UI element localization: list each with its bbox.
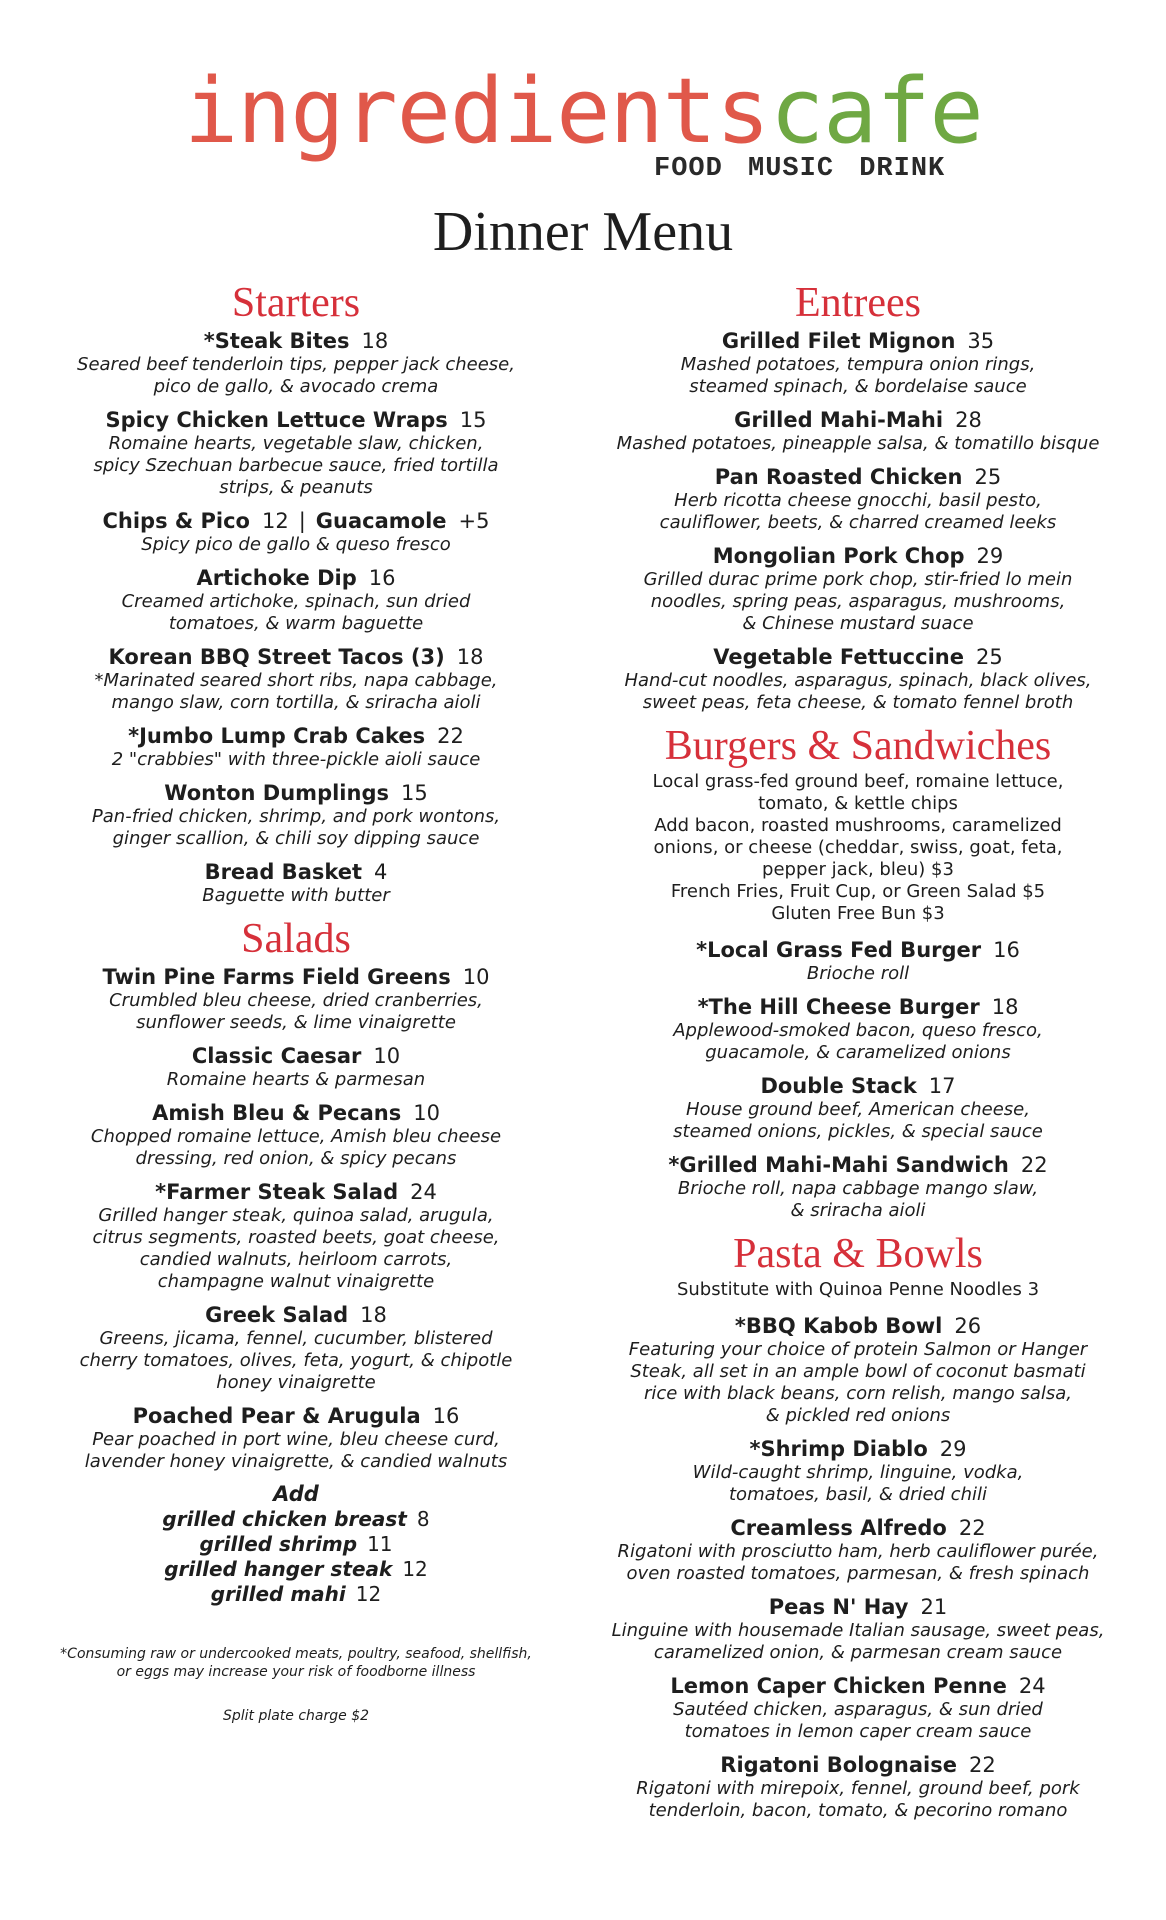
menu-item	[56, 407, 536, 499]
intro-line: pepper jack, bleu) $3	[762, 859, 954, 880]
item-description: & sriracha aioli	[790, 1200, 926, 1221]
item-description: Wild-caught shrimp, linguine, vodka,	[692, 1462, 1024, 1483]
menu-item	[600, 1752, 1116, 1822]
item-description: Romaine hearts, vegetable slaw, chicken,	[108, 433, 484, 454]
menu-item	[600, 644, 1116, 714]
intro-line: Add bacon, roasted mushrooms, caramelized	[654, 815, 1062, 836]
item-description: candied walnuts, heirloom carrots,	[139, 1249, 453, 1270]
menu-item	[600, 1515, 1116, 1585]
disclaimer-line: or eggs may increase your risk of foodborne illness	[116, 1664, 476, 1680]
item-description: 2 "crabbies" with three-pickle aioli sauce	[111, 749, 481, 770]
item-description: Pear poached in port wine, bleu cheese curd,	[92, 1429, 500, 1450]
item-description: & pickled red onions	[765, 1405, 951, 1426]
item-price: 29	[976, 544, 1004, 568]
item-price: 22	[437, 724, 464, 748]
item-heading	[56, 1100, 536, 1126]
item-price: 16	[368, 566, 396, 590]
item-description: noodles, spring peas, asparagus, mushrooms,	[650, 591, 1066, 612]
item-heading	[56, 780, 536, 806]
item-price: 15	[400, 781, 428, 805]
menu-item	[600, 328, 1116, 398]
item-price: 22	[968, 1753, 996, 1777]
item-description: Pan-fried chicken, shrimp, and pork wontons,	[91, 806, 501, 827]
section-pasta	[600, 1231, 1116, 1822]
logo	[0, 59, 1166, 184]
item-description: & Chinese mustard suace	[742, 613, 974, 634]
menu-item	[600, 1073, 1116, 1143]
item-description: cauliflower, beets, & charred creamed leeks	[659, 512, 1057, 533]
menu-item	[56, 964, 536, 1034]
item-name: Korean BBQ Street Tacos (3)	[108, 645, 445, 669]
add-on-item	[56, 1507, 536, 1532]
add-on-name: grilled chicken breast	[162, 1507, 407, 1531]
item-description: House ground beef, American cheese,	[686, 1099, 1030, 1120]
item-name: Wonton Dumplings	[164, 781, 389, 805]
item-heading	[600, 543, 1116, 569]
intro-line: French Fries, Fruit Cup, or Green Salad $5	[670, 881, 1046, 902]
menu-item	[600, 1673, 1116, 1743]
item-price: 26	[954, 1314, 982, 1338]
menu-item	[600, 1594, 1116, 1664]
item-description: ginger scallion, & chili soy dipping sauce	[112, 828, 480, 849]
item-description: Romaine hearts & parmesan	[166, 1069, 426, 1090]
add-on-price: 8	[416, 1507, 430, 1531]
menu-item	[600, 994, 1116, 1064]
menu-item	[600, 407, 1116, 455]
item-price: 18	[360, 1303, 387, 1327]
section-title-burgers: Burgers & Sandwiches	[664, 723, 1052, 769]
item-description: Brioche roll	[806, 963, 910, 984]
section-intro	[600, 1279, 1116, 1301]
item-name: *Steak Bites	[203, 329, 350, 353]
item-name: Bread Basket	[204, 860, 363, 884]
item-heading	[56, 565, 536, 591]
intro-line: onions, or cheese (cheddar, swiss, goat, feta,	[653, 837, 1063, 858]
item-name: Poached Pear & Arugula	[132, 1404, 421, 1428]
item-price: 28	[955, 408, 982, 432]
item-divider: |	[298, 509, 306, 533]
right-column	[600, 280, 1116, 1831]
item-description: strips, & peanuts	[219, 477, 373, 498]
item-price: 21	[920, 1595, 948, 1619]
item-description: Spicy pico de gallo & queso fresco	[141, 534, 451, 555]
item-description: Creamed artichoke, spinach, sun dried	[121, 591, 471, 612]
item-description: Mashed potatoes, tempura onion rings,	[680, 354, 1036, 375]
disclaimer-line: *Consuming raw or undercooked meats, poultry, seafood, shellfish,	[60, 1646, 532, 1662]
item-description: Crumbled bleu cheese, dried cranberries,	[109, 990, 483, 1011]
item-price: 18	[991, 995, 1019, 1019]
menu-item	[56, 859, 536, 907]
item-description: tenderloin, bacon, tomato, & pecorino romano	[648, 1800, 1068, 1821]
item-price: 18	[456, 645, 484, 669]
item-description: steamed onions, pickles, & special sauce	[673, 1121, 1043, 1142]
item-price: 25	[975, 645, 1003, 669]
add-on-price: 12	[402, 1557, 428, 1581]
menu-item	[56, 1403, 536, 1473]
add-on-price: 11	[367, 1532, 393, 1556]
item-description: mango slaw, corn tortilla, & sriracha aioli	[111, 692, 481, 713]
item-description: Herb ricotta cheese gnocchi, basil pesto,	[674, 490, 1042, 511]
item-heading	[56, 1302, 536, 1328]
item-name: Greek Salad	[205, 1303, 349, 1327]
menu-item	[600, 464, 1116, 534]
add-on-item	[56, 1582, 536, 1607]
item-description: Grilled durac prime pork chop, stir-fried lo mein	[643, 569, 1073, 590]
item-price-secondary: +5	[458, 509, 490, 533]
item-description: tomatoes, & warm baguette	[168, 613, 424, 634]
item-description: lavender honey vinaigrette, & candied walnuts	[84, 1451, 508, 1472]
item-price: 10	[413, 1101, 440, 1125]
item-heading	[600, 937, 1116, 963]
menu-item	[600, 1436, 1116, 1506]
intro-line: Gluten Free Bun $3	[771, 903, 945, 924]
item-description: honey vinaigrette	[216, 1372, 376, 1393]
item-heading	[600, 407, 1116, 433]
item-description: Baguette with butter	[202, 885, 390, 906]
menu-item	[600, 543, 1116, 635]
item-description: tomatoes in lemon caper cream sauce	[684, 1721, 1032, 1742]
item-name-secondary: Guacamole	[315, 509, 447, 533]
section-title-entrees: Entrees	[795, 280, 921, 326]
item-heading	[600, 328, 1116, 354]
item-price: 10	[373, 1044, 401, 1068]
item-description: oven roasted tomatoes, parmesan, & fresh spinach	[626, 1563, 1090, 1584]
add-ons	[56, 1482, 536, 1607]
menu-item	[56, 1043, 536, 1091]
item-description: Hand-cut noodles, asparagus, spinach, black olives,	[624, 670, 1092, 691]
item-description: Chopped romaine lettuce, Amish bleu cheese	[90, 1126, 502, 1147]
item-description: Mashed potatoes, pineapple salsa, & tomatillo bisque	[616, 433, 1100, 454]
item-description: sweet peas, feta cheese, & tomato fennel broth	[642, 692, 1074, 713]
item-description: Brioche roll, napa cabbage mango slaw,	[677, 1178, 1039, 1199]
item-description: dressing, red onion, & spicy pecans	[135, 1148, 457, 1169]
item-name: Grilled Mahi-Mahi	[734, 408, 944, 432]
section-starters	[56, 280, 536, 907]
item-heading	[600, 994, 1116, 1020]
item-heading	[56, 859, 536, 885]
item-description: Rigatoni with mirepoix, fennel, ground beef, pork	[636, 1778, 1080, 1799]
item-description: sunflower seeds, & lime vinaigrette	[136, 1012, 456, 1033]
item-heading	[600, 464, 1116, 490]
item-heading	[600, 1436, 1116, 1462]
item-name: *Grilled Mahi-Mahi Sandwich	[668, 1153, 1009, 1177]
logo-tagline: FOOD MUSIC DRINK	[654, 154, 946, 184]
item-name: *Farmer Steak Salad	[155, 1180, 399, 1204]
section-title-starters: Starters	[231, 280, 361, 326]
add-on-price: 12	[355, 1582, 382, 1606]
menu-item	[56, 508, 536, 556]
menu-item	[56, 565, 536, 635]
item-price: 10	[462, 965, 490, 989]
item-price: 35	[967, 329, 995, 353]
item-price: 16	[432, 1404, 460, 1428]
item-price: 15	[459, 408, 487, 432]
logo-word-ingredients: ingredients	[184, 59, 770, 164]
item-heading	[56, 964, 536, 990]
item-name: Classic Caesar	[191, 1044, 362, 1068]
item-heading	[600, 1073, 1116, 1099]
item-heading	[56, 1043, 536, 1069]
item-description: Greens, jicama, fennel, cucumber, blistered	[99, 1328, 493, 1349]
item-heading	[56, 1179, 536, 1205]
intro-line: Substitute with Quinoa Penne Noodles 3	[676, 1279, 1040, 1300]
logo-word-cafe: cafe	[770, 59, 983, 164]
item-price: 22	[958, 1516, 986, 1540]
item-description: citrus segments, roasted beets, goat cheese,	[92, 1227, 500, 1248]
intro-line: Local grass-fed ground beef, romaine lettuce,	[652, 771, 1064, 792]
item-name: *The Hill Cheese Burger	[697, 995, 980, 1019]
item-price: 16	[993, 938, 1020, 962]
item-description: Linguine with housemade Italian sausage, sweet peas,	[611, 1620, 1105, 1641]
item-heading	[600, 1594, 1116, 1620]
section-title-salads: Salads	[241, 916, 351, 962]
item-description: pico de gallo, & avocado crema	[153, 376, 439, 397]
item-name: *Jumbo Lump Crab Cakes	[128, 724, 426, 748]
item-heading	[600, 1313, 1116, 1339]
item-price: 25	[974, 465, 1002, 489]
add-ons-title: Add	[273, 1482, 319, 1506]
menu-item	[56, 723, 536, 771]
add-on-item	[56, 1557, 536, 1582]
item-heading	[56, 508, 536, 534]
item-description: *Marinated seared short ribs, napa cabbage,	[94, 670, 498, 691]
menu-item	[56, 1100, 536, 1170]
item-price: 24	[410, 1180, 437, 1204]
item-price: 17	[928, 1074, 956, 1098]
item-heading	[600, 1673, 1116, 1699]
item-heading	[56, 723, 536, 749]
menu-item	[56, 644, 536, 714]
item-description: steamed spinach, & bordelaise sauce	[689, 376, 1027, 397]
item-description: spicy Szechuan barbecue sauce, fried tortilla	[93, 455, 499, 476]
item-description: tomatoes, basil, & dried chili	[729, 1484, 987, 1505]
item-description: guacamole, & caramelized onions	[705, 1042, 1011, 1063]
intro-line: tomato, & kettle chips	[758, 793, 958, 814]
section-title-pasta: Pasta & Bowls	[733, 1231, 983, 1277]
item-price: 22	[1020, 1153, 1048, 1177]
menu-item	[56, 780, 536, 850]
menu-item	[600, 1313, 1116, 1427]
item-name: Creamless Alfredo	[730, 1516, 947, 1540]
item-price: 24	[1018, 1674, 1046, 1698]
left-column	[56, 280, 536, 1725]
item-heading	[600, 644, 1116, 670]
disclaimer	[56, 1645, 536, 1681]
item-price: 18	[361, 329, 389, 353]
add-on-name: grilled shrimp	[199, 1532, 358, 1556]
section-intro	[600, 771, 1116, 925]
item-name: Mongolian Pork Chop	[712, 544, 965, 568]
item-name: Chips & Pico	[102, 509, 250, 533]
item-heading	[600, 1515, 1116, 1541]
menu-item	[600, 1152, 1116, 1222]
item-name: Spicy Chicken Lettuce Wraps	[105, 408, 448, 432]
item-description: Rigatoni with prosciutto ham, herb cauliflower purée,	[617, 1541, 1099, 1562]
item-name: *Shrimp Diablo	[749, 1437, 928, 1461]
item-heading	[600, 1752, 1116, 1778]
item-name: Grilled Filet Mignon	[721, 329, 956, 353]
menu-title: Dinner Menu	[432, 201, 734, 263]
item-price: 4	[374, 860, 388, 884]
item-description: Steak, all set in an ample bowl of coconut basmati	[630, 1361, 1086, 1382]
item-name: *Local Grass Fed Burger	[696, 938, 982, 962]
item-description: rice with black beans, corn relish, mango salsa,	[643, 1383, 1073, 1404]
add-on-item	[56, 1532, 536, 1557]
item-name: Vegetable Fettuccine	[713, 645, 964, 669]
section-entrees	[600, 280, 1116, 714]
item-heading	[600, 1152, 1116, 1178]
menu-item	[56, 1179, 536, 1293]
item-name: Artichoke Dip	[196, 566, 357, 590]
menu-item	[600, 937, 1116, 985]
item-description: Seared beef tenderloin tips, pepper jack cheese,	[77, 354, 515, 375]
item-name: *BBQ Kabob Bowl	[734, 1314, 943, 1338]
item-name: Amish Bleu & Pecans	[152, 1101, 402, 1125]
item-description: Grilled hanger steak, quinoa salad, arugula,	[98, 1205, 494, 1226]
item-description: cherry tomatoes, olives, feta, yogurt, & chipotle	[79, 1350, 513, 1371]
item-heading	[56, 328, 536, 354]
item-heading	[56, 407, 536, 433]
section-salads	[56, 916, 536, 1607]
item-price: 12	[261, 509, 289, 533]
item-heading	[56, 644, 536, 670]
item-name: Rigatoni Bolognaise	[720, 1753, 957, 1777]
split-plate-note: Split plate charge $2	[222, 1708, 370, 1724]
menu-item	[56, 328, 536, 398]
item-name: Lemon Caper Chicken Penne	[670, 1674, 1007, 1698]
add-on-name: grilled hanger steak	[164, 1557, 393, 1581]
item-description: caramelized onion, & parmesan cream sauce	[653, 1642, 1063, 1663]
add-on-name: grilled mahi	[210, 1582, 346, 1606]
item-name: Twin Pine Farms Field Greens	[102, 965, 451, 989]
section-burgers	[600, 723, 1116, 1222]
item-name: Pan Roasted Chicken	[714, 465, 963, 489]
item-description: Applewood-smoked bacon, queso fresco,	[673, 1020, 1043, 1041]
menu-item	[56, 1302, 536, 1394]
item-description: Featuring your choice of protein Salmon or Hanger	[628, 1339, 1088, 1360]
item-name: Double Stack	[760, 1074, 917, 1098]
item-description: champagne walnut vinaigrette	[157, 1271, 435, 1292]
item-description: Sautéed chicken, asparagus, & sun dried	[673, 1699, 1043, 1720]
item-price: 29	[939, 1437, 967, 1461]
item-heading	[56, 1403, 536, 1429]
item-name: Peas N' Hay	[768, 1595, 909, 1619]
